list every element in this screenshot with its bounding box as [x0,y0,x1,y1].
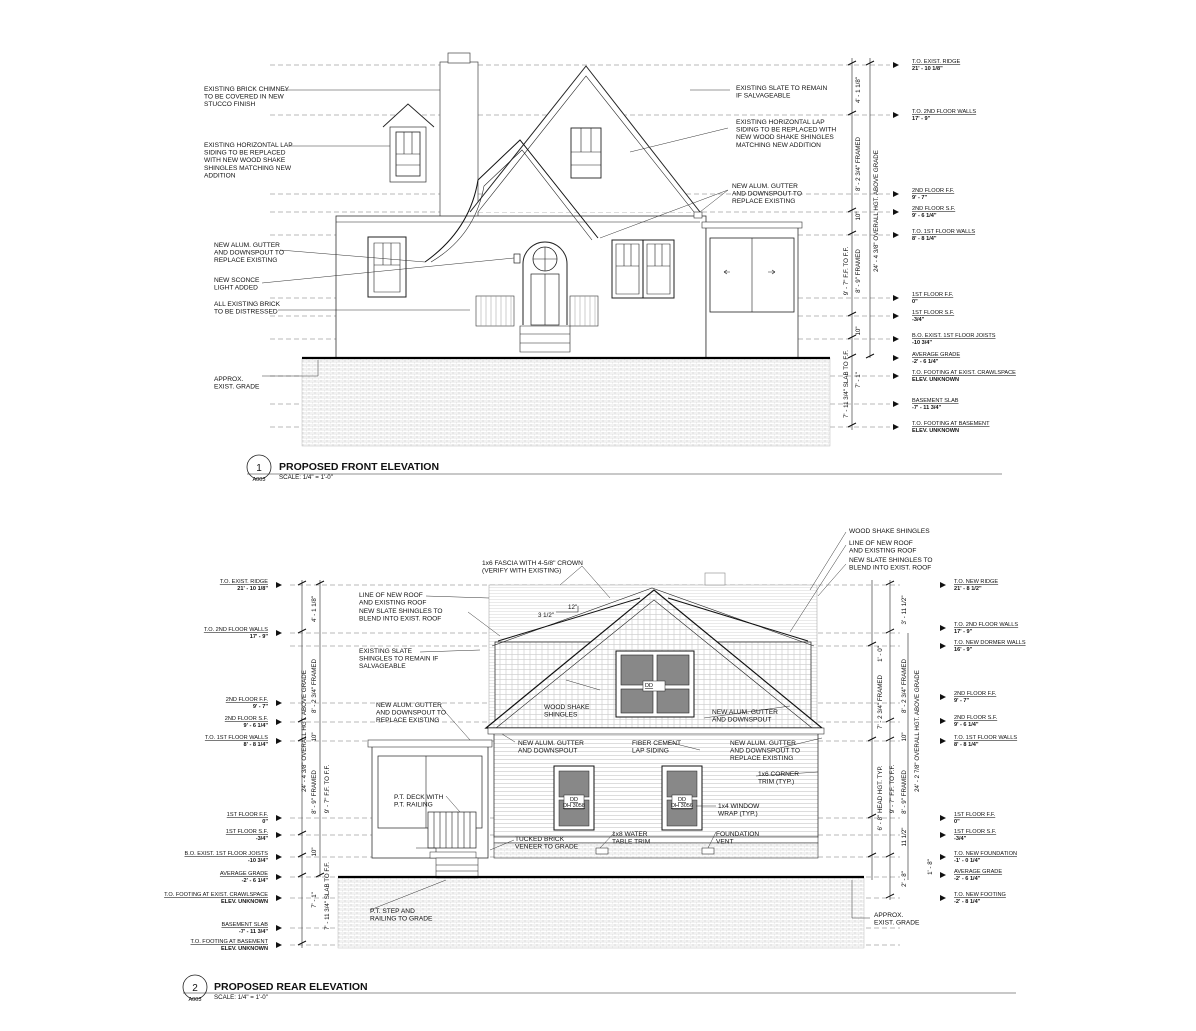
rear-left-level-name-2: T.O. 2ND FLOOR WALLS [203,627,268,633]
rear-right-level-value-6: 8' - 8 1/4" [954,742,979,748]
rear-note-water-table-line-1: 1x8 WATER [612,831,648,838]
front-dormer-window [396,132,420,176]
front-note-lap-siding-right-line-4: MATCHING NEW ADDITION [736,141,821,149]
front-level-value-5: 8' - 8 1/4" [912,236,937,242]
rear-note-slate-exist-line-3: SALVAGEABLE [359,663,406,671]
front-level-value-6: 0" [912,299,918,305]
rear-left-level-name-3: 2ND FLOOR F.F. [225,697,268,703]
rear-right-level-name-4: 2ND FLOOR F.F. [954,691,997,697]
rear-tag-left-dd: DD [569,797,579,803]
rear-note-step-line-1: P.T. STEP AND [370,908,415,915]
rear-tag-right-dd: DD [677,797,687,803]
rear-right-level-value-1: 21' - 8 1/2" [954,586,982,592]
front-note-lap-siding-right-line-1: EXISTING HORIZONTAL LAP [736,119,825,126]
front-level-value-8: -10 3/4" [912,340,933,346]
front-level-name-9: AVERAGE GRADE [912,352,961,358]
rear-level-markers-right [940,582,946,901]
front-note-gutter-left-line-2: AND DOWNSPOUT TO [214,249,284,257]
front-level-value-2: 17' - 9" [912,116,931,122]
rear-dim-l-crawl: 7' - 1" [311,892,318,908]
front-note-lap-siding-line-4: SHINGLES MATCHING NEW [204,164,292,172]
rear-left-level-value-8: -10 3/4" [247,858,268,864]
front-level-name-11: BASEMENT SLAB [912,398,959,404]
front-dim-ff-to-ff: 9' - 7" F.F. TO F.F. [843,246,850,296]
rear-left-level-name-6: 1ST FLOOR F.F. [226,812,268,818]
front-level-name-3: 2ND FLOOR F.F. [912,188,955,194]
rear-dim-l-roof: 4' - 1 1/8" [311,595,318,623]
rear-note-gutter-left-line-1: NEW ALUM. GUTTER [376,702,442,709]
rear-dim-l-1st-framed: 8' - 9" FRAMED [311,770,318,814]
rear-note-deck-line-2: P.T. RAILING [394,801,433,809]
front-level-value-4: 9' - 6 1/4" [912,213,937,219]
rear-dim-r-footing: 2' - 8" [901,871,908,887]
rear-dim-r-1st-framed: 8' - 9" FRAMED [901,770,908,814]
front-note-gutter-right-line-1: NEW ALUM. GUTTER [732,183,798,190]
rear-note-fascia-line-2: (VERIFY WITH EXISTING) [482,567,562,575]
rear-left-level-value-11: -7' - 11 3/4" [238,929,268,935]
rear-note-gutter-b-line-1: NEW ALUM. GUTTER [712,709,778,716]
rear-pitch-run: 12" [568,604,578,611]
front-level-name-2: T.O. 2ND FLOOR WALLS [912,109,977,115]
front-note-lap-siding-right-line-2: SIDING TO BE REPLACED WITH [736,126,837,134]
front-sunroom [702,222,802,358]
front-dim-2nd-framed: 8' - 2 3/4" FRAMED [855,137,862,191]
rear-right-level-value-10: -2' - 6 1/4" [954,876,981,882]
rear-right-level-name-1: T.O. NEW RIDGE [954,579,999,585]
front-entry-door [523,242,567,325]
rear-left-level-name-11: BASEMENT SLAB [221,922,268,928]
rear-right-level-value-7: 0" [954,819,960,825]
rear-dim-r-overall: 24' - 2 7/8" OVERALL HGT. ABOVE GRADE [914,670,921,792]
rear-dim-r-2nd-framed: 8' - 2 3/4" FRAMED [901,659,908,713]
front-note-lap-siding-line-2: SIDING TO BE REPLACED [204,149,286,157]
rear-left-level-value-1: 21' - 10 1/8" [237,586,268,592]
rear-dim-l-floor-upper: 10" [311,732,318,742]
front-dim-crawl: 7' - 1" [855,372,862,388]
rear-note-window-wrap-line-1: 1x4 WINDOW [718,803,760,810]
rear-right-level-value-5: 9' - 6 1/4" [954,722,979,728]
front-dim-1st-framed: 8' - 9" FRAMED [855,249,862,293]
front-dim-roof: 4' - 1 1/8" [855,76,862,104]
rear-left-level-name-1: T.O. EXIST. RIDGE [219,579,268,585]
rear-note-slate-right-line-2: BLEND INTO EXIST. ROOF [849,564,932,572]
rear-dim-r-roof: 3' - 11 1/2" [901,595,908,625]
rear-note-brick-line-2: VENEER TO GRADE [515,843,579,851]
rear-note-corner-trim-line-1: 1x6 CORNER [758,771,800,778]
front-level-name-8: B.O. EXIST. 1ST FLOOR JOISTS [912,333,996,339]
front-sconce [514,254,520,263]
rear-left-level-value-4: 9' - 6 1/4" [243,723,268,729]
front-right-windows [612,240,674,298]
rear-title: PROPOSED REAR ELEVATION [214,981,368,993]
front-note-lap-siding-line-3: WITH NEW WOOD SHAKE [204,157,286,165]
front-note-chimney-line-2: TO BE COVERED IN NEW [204,93,284,101]
rear-right-level-name-3: T.O. NEW DORMER WALLS [954,640,1026,646]
rear-left-level-name-8: B.O. EXIST. 1ST FLOOR JOISTS [184,851,268,857]
rear-note-fiber-line-1: FIBER CEMENT [632,740,682,747]
front-note-lap-siding-line-5: ADDITION [204,172,236,180]
rear-left-level-name-4: 2ND FLOOR S.F. [224,716,268,722]
rear-tag-dormer: DD [644,683,654,689]
rear-note-gutter-b-line-2: AND DOWNSPOUT [712,716,772,724]
rear-note-slate-new-line-2: BLEND INTO EXIST. ROOF [359,615,442,623]
front-note-gutter-left-line-3: REPLACE EXISTING [214,257,278,265]
rear-note-grade-line-1: APPROX. [874,912,904,919]
front-note-brick-line-1: ALL EXISTING BRICK [214,301,281,308]
front-level-value-1: 21' - 10 1/8" [912,66,943,72]
rear-dim-r-floor-upper: 10" [901,732,908,742]
rear-dim-l-2nd-framed: 8' - 2 3/4" FRAMED [311,659,318,713]
rear-note-corner-trim-line-2: TRIM (TYP.) [758,778,795,786]
rear-left-level-value-9: -2' - 6 1/4" [241,878,268,884]
rear-note-foundation-vent-line-1: FOUNDATION [716,831,760,838]
rear-note-gutter-c-line-2: AND DOWNSPOUT TO [730,747,800,755]
front-left-dormer [383,104,434,127]
rear-right-level-value-11: -2' - 8 1/4" [954,899,981,905]
rear-right-level-name-7: 1ST FLOOR F.F. [954,812,996,818]
front-left-window [368,237,406,297]
rear-note-slate-exist-line-2: SHINGLES TO REMAIN IF [359,655,439,663]
rear-dim-r-grade-step: 1' - 8" [927,859,934,875]
rear-left-level-name-12: T.O. FOOTING AT BASEMENT [190,939,268,945]
rear-right-level-name-9: T.O. NEW FOUNDATION [954,851,1017,857]
rear-right-level-value-2: 17' - 9" [954,629,973,635]
rear-note-slate-exist-line-1: EXISTING SLATE [359,648,413,655]
rear-right-level-value-9: -1' - 0 1/4" [954,858,981,864]
rear-left-level-name-10: T.O. FOOTING AT EXIST. CRAWLSPACE [164,892,268,898]
rear-note-window-wrap-line-2: WRAP (TYP.) [718,810,758,818]
rear-dormer-window [616,651,694,717]
front-title: PROPOSED FRONT ELEVATION [279,461,440,473]
front-foundation [302,358,830,446]
rear-right-level-name-5: 2ND FLOOR S.F. [954,715,998,721]
rear-pitch-rise: 3 1/2" [538,612,554,619]
front-note-lap-siding-line-1: EXISTING HORIZONTAL LAP [204,142,293,149]
rear-right-level-name-10: AVERAGE GRADE [954,869,1003,875]
rear-note-grade-line-2: EXIST. GRADE [874,919,920,927]
rear-left-level-value-5: 8' - 8 1/4" [243,742,268,748]
front-note-sconce-line-2: LIGHT ADDED [214,284,258,292]
front-scale: SCALE: 1/4" = 1'-0" [279,474,333,481]
rear-note-roof-line-line-1: LINE OF NEW ROOF [359,592,423,599]
front-level-markers [893,62,899,430]
rear-note-brick-line-1: TUCKED BRICK [515,836,565,843]
rear-note-slate-right-line-1: NEW SLATE SHINGLES TO [849,557,933,564]
rear-note-gutter-left-line-3: REPLACE EXISTING [376,717,440,725]
rear-note-fiber-line-2: LAP SIDING [632,747,669,755]
rear-right-level-name-11: T.O. NEW FOOTING [954,892,1006,898]
front-gable-window [571,128,601,178]
rear-dim-r-dormer-framed: 7' - 2 3/4" FRAMED [877,675,884,729]
front-note-chimney-line-1: EXISTING BRICK CHIMNEY [204,86,289,93]
rear-tag-right-dh: DH 3056 [670,803,694,809]
rear-note-shake-line-1: WOOD SHAKE [544,704,590,711]
front-bubble-number: 1 [256,463,262,474]
rear-dim-r-ff-to-ff: 9' - 7" F.F. TO F.F. [889,764,896,814]
rear-dim-l-floor-lower: 10" [311,847,318,857]
rear-left-level-name-5: T.O. 1ST FLOOR WALLS [204,735,268,741]
rear-left-level-value-6: 0" [262,819,268,825]
front-chimney [440,62,478,242]
front-level-name-10: T.O. FOOTING AT EXIST. CRAWLSPACE [912,370,1016,376]
front-dim-floor-lower: 10" [855,326,862,336]
front-note-gutter-right-line-3: REPLACE EXISTING [732,198,796,206]
rear-note-step-line-2: RAILING TO GRADE [370,915,433,923]
rear-note-shake-line-2: SHINGLES [544,711,578,719]
front-level-name-5: T.O. 1ST FLOOR WALLS [912,229,976,235]
rear-note-gutter-a-line-2: AND DOWNSPOUT [518,747,578,755]
rear-note-roof-line-line-2: AND EXISTING ROOF [359,599,427,607]
rear-note-fascia-line-1: 1x6 FASCIA WITH 4-5/8" CROWN [482,560,583,567]
rear-left-level-value-7: -3/4" [255,836,268,842]
rear-dim-r-foundation: 11 1/2" [901,827,908,847]
front-note-grade-line-1: APPROX. [214,376,244,383]
rear-note-foundation-vent-line-2: VENT [716,838,734,846]
rear-note-gutter-c-line-3: REPLACE EXISTING [730,755,794,763]
front-note-slate-line-2: IF SALVAGEABLE [736,92,791,100]
front-note-gutter-right-line-2: AND DOWNSPOUT TO [732,190,802,198]
rear-dim-l-overall: 24' - 4 3/8" OVERALL HGT. ABOVE GRADE [301,670,308,792]
rear-note-roof-line-right-line-2: AND EXISTING ROOF [849,547,917,555]
front-level-name-4: 2ND FLOOR S.F. [912,206,956,212]
front-level-value-3: 9' - 7" [912,195,928,201]
rear-left-level-name-7: 1ST FLOOR S.F. [225,829,268,835]
rear-note-shake-top-line-1: WOOD SHAKE SHINGLES [849,528,930,535]
front-note-sconce-line-1: NEW SCONCE [214,277,260,284]
rear-note-gutter-c-line-1: NEW ALUM. GUTTER [730,740,796,747]
front-level-name-12: T.O. FOOTING AT BASEMENT [912,421,990,427]
front-note-slate-line-1: EXISTING SLATE TO REMAIN [736,85,828,92]
rear-level-markers-left [276,582,282,948]
rear-dim-r-head-hgt: 6' - 8" HEAD HGT. TYP. [877,765,884,831]
rear-scale: SCALE: 1/4" = 1'-0" [214,994,268,1001]
rear-right-level-name-8: 1ST FLOOR S.F. [954,829,997,835]
front-dim-overall: 24' - 4 3/8" OVERALL HGT. ABOVE GRADE [873,150,880,272]
rear-bubble-number: 2 [192,983,198,994]
rear-left-level-value-3: 9' - 7" [252,704,268,710]
front-note-brick-line-2: TO BE DISTRESSED [214,308,278,316]
front-dim-floor-upper: 10" [855,211,862,221]
rear-dim-l-ff-to-ff: 9' - 7" F.F. TO F.F. [324,764,331,814]
rear-dim-l-slab-to-ff: 7' - 11 3/4" SLAB TO F.F. [324,861,331,931]
front-level-value-12: ELEV. UNKNOWN [912,428,960,434]
rear-note-gutter-left-line-2: AND DOWNSPOUT TO [376,709,446,717]
front-level-name-6: 1ST FLOOR F.F. [912,292,954,298]
rear-note-slate-new-line-1: NEW SLATE SHINGLES TO [359,608,443,615]
front-level-name-7: 1ST FLOOR S.F. [912,310,955,316]
rear-note-gutter-a-line-1: NEW ALUM. GUTTER [518,740,584,747]
rear-left-level-value-2: 17' - 9" [249,634,268,640]
front-level-value-7: -3/4" [912,317,925,323]
rear-left-level-value-12: ELEV. UNKNOWN [220,946,268,952]
rear-note-deck-line-1: P.T. DECK WITH [394,794,444,801]
front-level-value-11: -7' - 11 3/4" [912,405,942,411]
rear-dim-r-dormer: 1' - 0" [877,646,884,662]
front-level-value-9: -2' - 6 1/4" [912,359,939,365]
front-elevation [247,53,1002,479]
front-dim-slab-to-ff: 7' - 11 3/4" SLAB TO F.F. [843,349,850,419]
rear-right-level-value-8: -3/4" [954,836,967,842]
front-level-value-10: ELEV. UNKNOWN [912,377,960,383]
front-bubble-sheet: A003 [252,477,266,483]
rear-note-water-table-line-2: TABLE TRIM [612,838,651,846]
rear-right-level-value-4: 9' - 7" [954,698,970,704]
rear-left-level-name-9: AVERAGE GRADE [219,871,268,877]
rear-right-level-value-3: 16' - 9" [954,647,973,653]
front-note-lap-siding-right-line-3: NEW WOOD SHAKE SHINGLES [736,134,834,142]
rear-bubble-sheet: A003 [188,997,202,1003]
front-note-chimney-line-3: STUCCO FINISH [204,101,256,109]
rear-right-level-name-2: T.O. 2ND FLOOR WALLS [954,622,1019,628]
rear-foundation [338,878,864,948]
front-level-name-1: T.O. EXIST. RIDGE [912,59,961,65]
front-note-gutter-left-line-1: NEW ALUM. GUTTER [214,242,280,249]
front-note-grade-line-2: EXIST. GRADE [214,383,260,391]
rear-note-roof-line-right-line-1: LINE OF NEW ROOF [849,540,913,547]
rear-tag-left-dh: DH 3058 [562,803,586,809]
rear-left-level-value-10: ELEV. UNKNOWN [220,899,268,905]
rear-right-level-name-6: T.O. 1ST FLOOR WALLS [954,735,1018,741]
